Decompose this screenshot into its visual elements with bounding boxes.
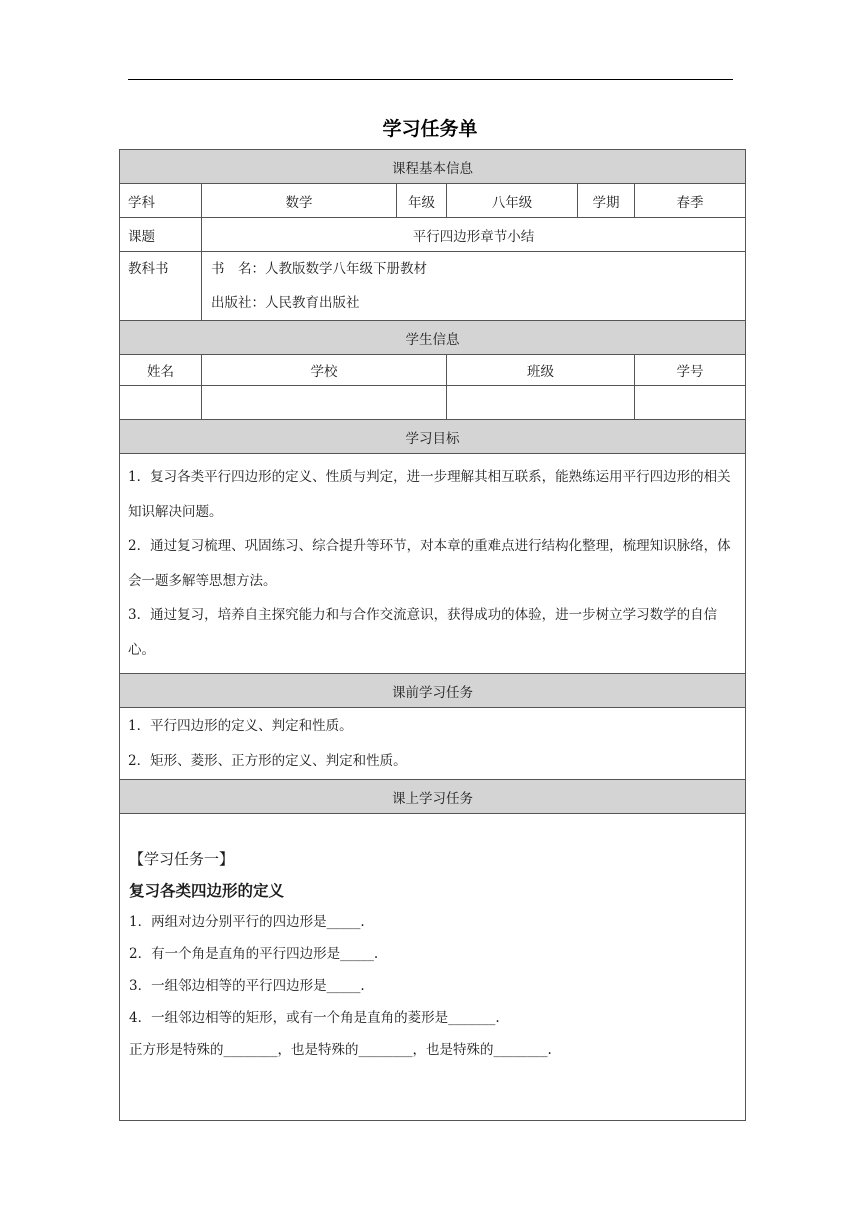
task-sheet-table — [119, 149, 746, 1121]
student-id-input-cell[interactable] — [635, 386, 746, 420]
textbook-label: 教科书 — [120, 252, 202, 321]
school-input-cell[interactable] — [202, 386, 447, 420]
textbook-info — [202, 252, 746, 321]
grade-label: 年级 — [397, 184, 447, 218]
task-subtitle: 复习各类四边形的定义 — [129, 882, 285, 900]
term-value: 春季 — [635, 184, 746, 218]
task-item: 2．有一个角是直角的平行四边形是_____. — [129, 946, 379, 962]
goal-item: 2．通过复习梳理、巩固练习、综合提升等环节，对本章的重难点进行结构化整理，梳理知识脉络，体会一题多解等思想方法。 — [128, 538, 731, 589]
col-class: 班级 — [447, 355, 635, 386]
task-item: 1．两组对边分别平行的四边形是_____. — [129, 914, 365, 930]
col-school: 学校 — [202, 355, 447, 386]
subject-label: 学科 — [120, 184, 202, 218]
header-rule — [128, 79, 733, 80]
pre-class-item: 1．平行四边形的定义、判定和性质。 — [128, 718, 353, 734]
goal-item: 3．通过复习，培养自主探究能力和与合作交流意识，获得成功的体验，进一步树立学习数学的自信心。 — [128, 607, 718, 658]
in-class-content — [120, 814, 746, 1121]
grade-value: 八年级 — [447, 184, 578, 218]
task-item: 正方形是特殊的________，也是特殊的________，也是特殊的________. — [129, 1042, 552, 1058]
task-item: 4．一组邻边相等的矩形，或有一个角是直角的菱形是_______. — [129, 1010, 500, 1026]
goal-item: 1．复习各类平行四边形的定义、性质与判定，进一步理解其相互联系，能熟练运用平行四边形的相关知识解决问题。 — [128, 469, 731, 520]
col-name: 姓名 — [120, 355, 202, 386]
class-input-cell[interactable] — [447, 386, 635, 420]
goals-list — [120, 454, 746, 674]
textbook-publisher: 出版社：人民教育出版社 — [211, 295, 360, 311]
textbook-name: 书 名：人教版数学八年级下册教材 — [211, 261, 427, 277]
pre-class-list — [120, 708, 746, 780]
pre-class-header: 课前学习任务 — [120, 674, 746, 708]
goals-header: 学习目标 — [120, 420, 746, 454]
student-info-header: 学生信息 — [120, 321, 746, 355]
subject-value: 数学 — [202, 184, 397, 218]
in-class-header: 课上学习任务 — [120, 780, 746, 814]
topic-value: 平行四边形章节小结 — [202, 218, 746, 252]
task-title: 【学习任务一】 — [129, 850, 235, 868]
course-info-header: 课程基本信息 — [120, 150, 746, 184]
task-item: 3．一组邻边相等的平行四边形是_____. — [129, 978, 365, 994]
term-label: 学期 — [578, 184, 635, 218]
name-input-cell[interactable] — [120, 386, 202, 420]
page-title: 学习任务单 — [382, 118, 478, 140]
col-student-id: 学号 — [635, 355, 746, 386]
topic-label: 课题 — [120, 218, 202, 252]
pre-class-item: 2．矩形、菱形、正方形的定义、判定和性质。 — [128, 752, 407, 769]
